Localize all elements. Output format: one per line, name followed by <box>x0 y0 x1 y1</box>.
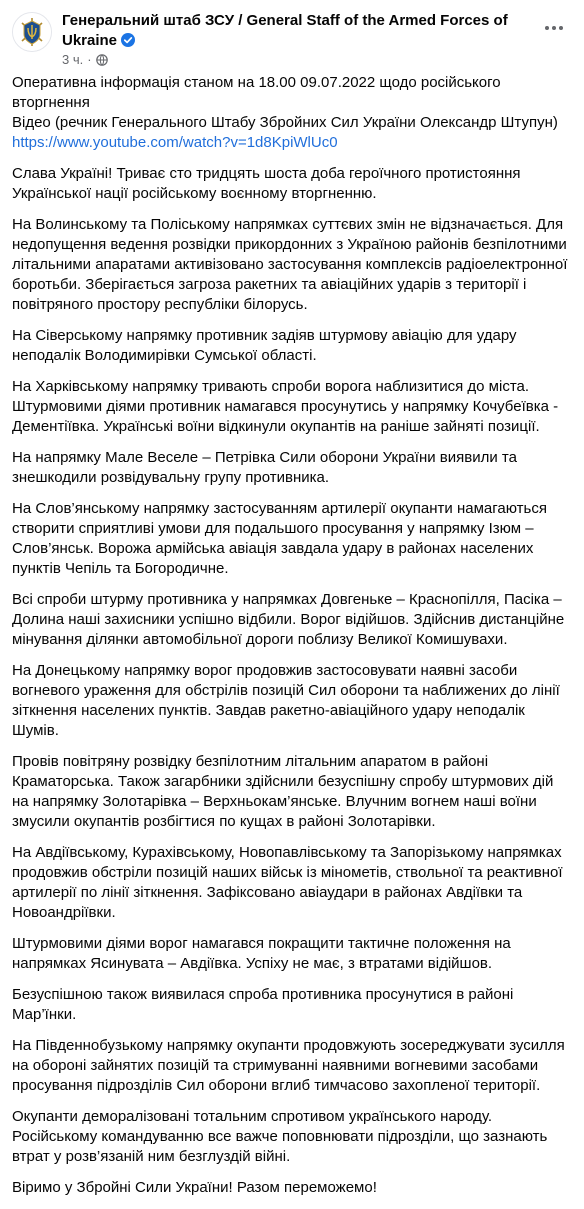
post-paragraph: На Авдіївському, Курахівському, Новопавлівському та Запорізькому напрямках продовжив обстріли позицій наших військ із мінометів, ствольної та реактивної артилерії по лінії зіткнення. Зафіксовано авіаудари в районах Авдіївки та Новоандріївки. <box>12 844 563 921</box>
post-meta <box>62 52 108 68</box>
post-paragraph: Слава Україні! Триває сто тридцять шоста доба героїчного протистояння Української нації російському воєнному вторгненню. <box>12 165 521 202</box>
ellipsis-icon <box>544 25 564 31</box>
post-body <box>12 73 572 1209</box>
page-name[interactable] <box>62 11 522 51</box>
post-intro <box>12 73 572 153</box>
post-paragraph: Безуспішною також виявилася спроба противника просунутися в районі Мар’їнки. <box>12 986 514 1023</box>
page-name-text[interactable]: Генеральний штаб ЗСУ / General Staff of the Armed Forces of Ukraine <box>62 12 508 49</box>
post-paragraph: На Сіверському напрямку противник задіяв штурмову авіацію для удару неподалік Володимирівки Сумської області. <box>12 327 517 364</box>
post-paragraph: На Волинському та Поліському напрямках суттєвих змін не відзначається. Для недопущення ведення розвідки прикордонних з Україною районів безпілотними літальними апаратами активізовано застосування комплексів радіоелектронної боротьби. Зберігається загроза ракетних та авіаційних ударів з території і повітряного простору республіки білорусь. <box>12 216 568 313</box>
post-paragraph: Всі спроби штурму противника у напрямках Довгеньке – Краснопілля, Пасіка – Долина наші захисники успішно відбили. Ворог відійшов. Здійснив дистанційне мінування ділянки автомобільної дороги поблизу Великої Комишувахи. <box>12 591 565 648</box>
post-header <box>0 0 584 72</box>
intro-line-2: Відео (речник Генерального Штабу Збройних Сил України Олександр Штупун) <box>12 114 558 131</box>
meta-separator: · <box>87 52 92 67</box>
more-options-icon[interactable] <box>536 14 572 42</box>
verified-badge-icon <box>121 33 135 47</box>
post-paragraph: На Південнобузькому напрямку окупанти продовжують зосереджувати зусилля на обороні зайнятих позицій та стримуванні наявними вогневими засобами просування підрозділів Сил оборони вглиб тимчасово захопленої території. <box>12 1037 565 1094</box>
armed-forces-emblem-icon <box>13 13 51 51</box>
post-paragraph: На Донецькому напрямку ворог продовжив застосовувати наявні засоби вогневого ураження для обстрілів позицій Сил оборони та наближених до лінії зіткнення населених пунктів. Завдав ракетно-авіаційного удару неподалік Шумів. <box>12 662 560 739</box>
intro-line-1: Оперативна інформація станом на 18.00 09.07.2022 щодо російського вторгнення <box>12 74 501 111</box>
post-paragraph: Провів повітряну розвідку безпілотним літальним апаратом в районі Краматорська. Також загарбники здійснили безуспішну спробу штурмових дій на напрямку Золотарівка – Верхньокам’янське. Влучним вогнем наші воїни змусили окупантів розбігтися по кущах в районі Золотарівки. <box>12 753 554 830</box>
post-timestamp[interactable]: 3 ч. <box>62 52 84 67</box>
post-paragraph: Віримо у Збройні Сили України! Разом переможемо! <box>12 1179 377 1196</box>
globe-icon <box>96 54 108 66</box>
post-paragraph: На напрямку Мале Веселе – Петрівка Сили оборони України виявили та знешкодили розвідувальну групу противника. <box>12 449 517 486</box>
post-paragraph: На Слов’янському напрямку застосуванням артилерії окупанти намагаються створити сприятливі умови для подальшого просування у напрямку Ізюм – Слов’янськ. Ворожа армійська авіація завдала удару в районах населених пунктів Чепіль та Богородичне. <box>12 500 547 577</box>
video-link[interactable]: https://www.youtube.com/watch?v=1d8KpiWlUc0 <box>12 134 338 151</box>
post-paragraph: Штурмовими діями ворог намагався покращити тактичне положення на напрямках Ясинувата – Авдіївка. Успіху не має, з втратами відійшов. <box>12 935 511 972</box>
post-paragraph: На Харківському напрямку тривають спроби ворога наблизитися до міста. Штурмовими діями противник намагався просунутись у напрямку Кочубеївка - Дементіївка. Українські воїни відкинули окупантів на раніше зайняті позиції. <box>12 378 559 435</box>
post-paragraph: Окупанти деморалізовані тотальним спротивом українського народу. Російському командуванню все важче поповнювати підрозділи, що зазнають втрат у розв’язаній ним безглуздій війні. <box>12 1108 548 1165</box>
page-avatar[interactable] <box>12 12 52 52</box>
